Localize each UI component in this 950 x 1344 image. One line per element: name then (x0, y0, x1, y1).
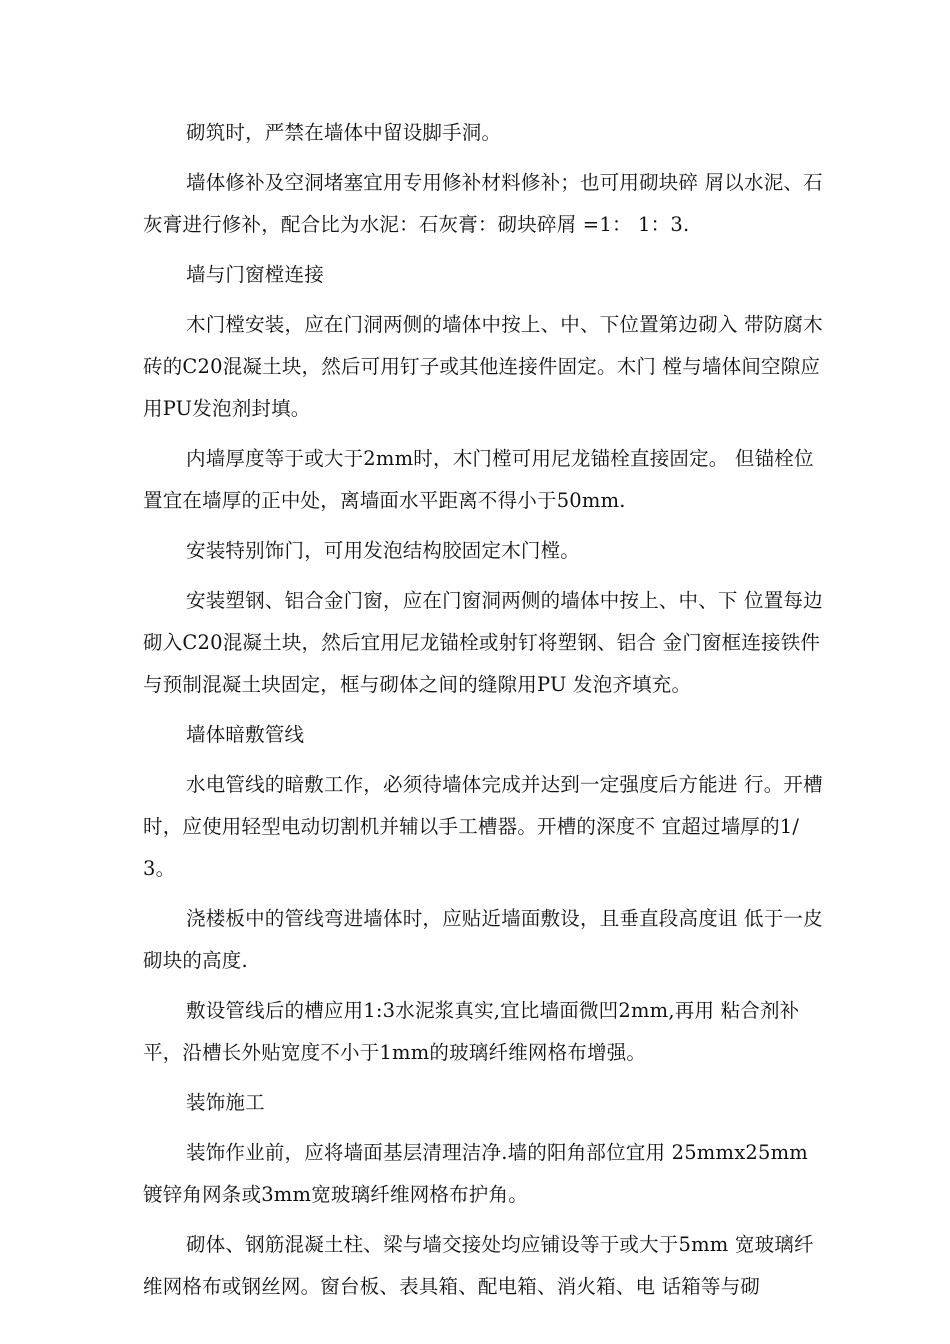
section-heading: 墙体暗敷管线 (186, 723, 305, 746)
document-body (143, 112, 823, 1316)
paragraph: 水电管线的暗敷工作，必须待墙体完成并达到一定强度后方能进 行。开槽时，应使用轻型电动切割机并辅以手工槽器。开槽的深度不 宜超过墙厚的1/3。 (143, 773, 823, 880)
paragraph: 木门樘安装，应在门洞两侧的墙体中按上、中、下位置第边砌入 带防腐木砖的C20混凝土块，然后可用钉子或其他连接件固定。木门 樘与墙体间空隙应用PU发泡剂封填。 (143, 313, 823, 420)
paragraph: 内墙厚度等于或大于2mm时，木门樘可用尼龙锚栓直接固定。 但锚栓位置宜在墙厚的正中处，离墙面水平距离不得小于50mm. (143, 447, 814, 512)
paragraph: 安装特别饰门，可用发泡结构胶固定木门樘。 (186, 539, 581, 562)
section-heading: 墙与门窗樘连接 (186, 263, 324, 286)
paragraph: 墙体修补及空洞堵塞宜用专用修补材料修补；也可用砌块碎 屑以水泥、石灰膏进行修补，配合比为水泥：石灰膏：砌块碎屑 =1： 1：3. (143, 171, 823, 236)
paragraph: 敷设管线后的槽应用1:3水泥浆真实,宜比墙面微凹2mm,再用 粘合剂补平，沿槽长外贴宽度不小于1mm的玻璃纤维网格布增强。 (143, 999, 800, 1064)
section-heading: 装饰施工 (186, 1091, 265, 1114)
paragraph: 浇楼板中的管线弯进墙体时，应贴近墙面敷设，且垂直段高度诅 低于一皮砌块的高度. (143, 907, 823, 972)
paragraph: 砌筑时，严禁在墙体中留设脚手洞。 (186, 121, 502, 144)
paragraph: 砌体、钢筋混凝土柱、梁与墙交接处均应铺设等于或大于5mm 宽玻璃纤维网格布或钢丝网。窗台板、表具箱、配电箱、消火箱、电 话箱等与砌 (143, 1233, 814, 1298)
paragraph: 装饰作业前，应将墙面基层清理洁净.墙的阳角部位宜用 25mmx25mm镀锌角网条或3mm宽玻璃纤维网格布护角。 (143, 1141, 808, 1206)
paragraph: 安装塑钢、铝合金门窗，应在门窗洞两侧的墙体中按上、中、下 位置每边砌入C20混凝土块，然后宜用尼龙锚栓或射钉将塑钢、铝合 金门窗框连接铁件与预制混凝土块固定，框与砌体之间的缝隙用PU 发泡齐填充。 (143, 589, 823, 696)
